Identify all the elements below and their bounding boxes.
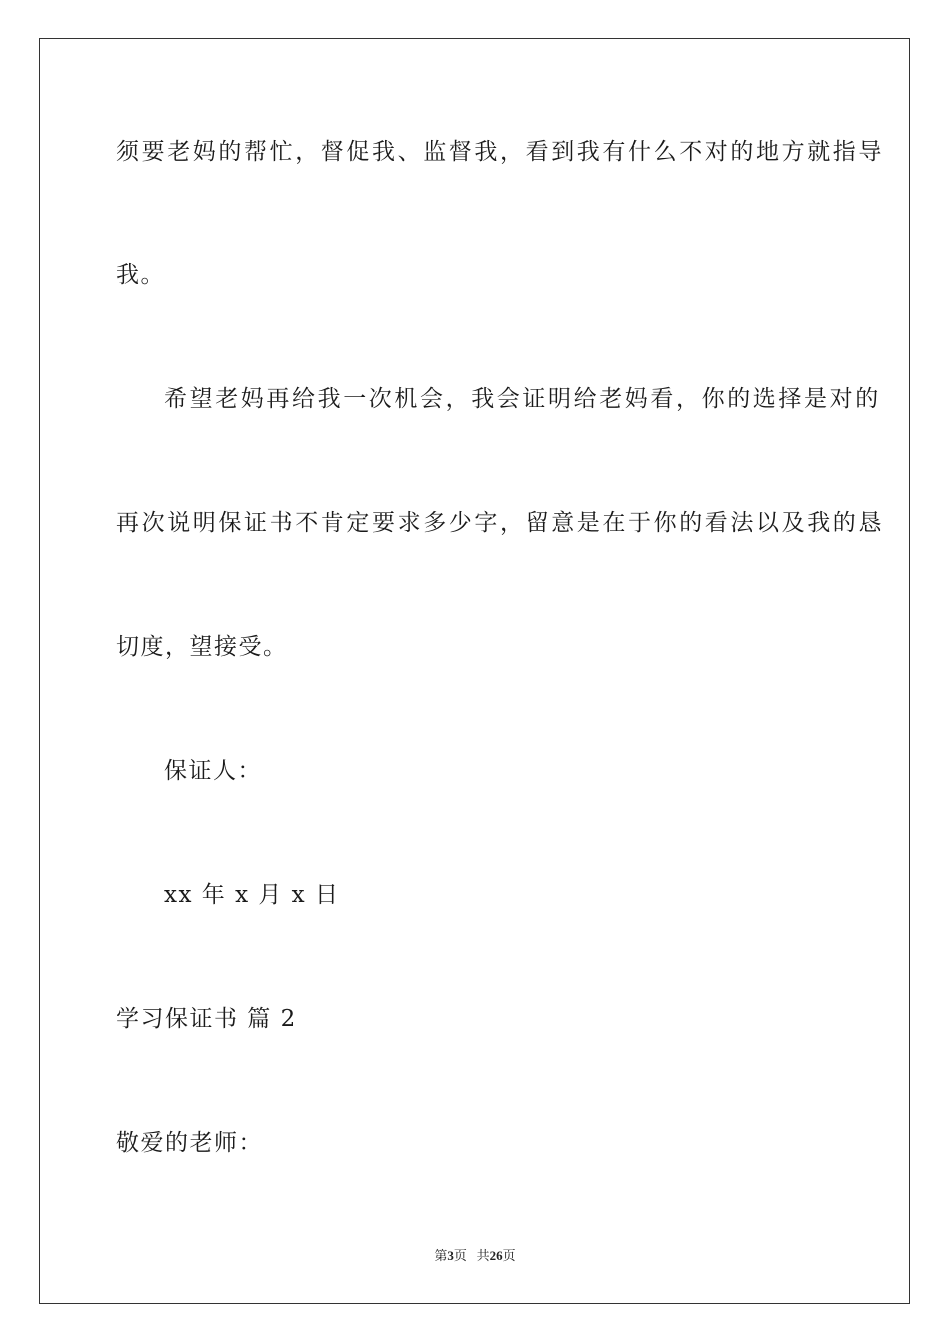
date-line: xx 年 x 月 x 日	[164, 882, 340, 908]
footer-prefix: 第	[434, 1248, 448, 1263]
page-border	[39, 38, 910, 1304]
section-heading: 学习保证书 篇 2	[116, 1006, 297, 1032]
body-line-4: 再次说明保证书不肯定要求多少字，留意是在于你的看法以及我的恳	[116, 510, 884, 536]
footer-total-pages: 26	[489, 1248, 503, 1263]
body-line-1: 须要老妈的帮忙，督促我、监督我，看到我有什么不对的地方就指导	[116, 139, 884, 165]
footer-page-suffix: 页	[453, 1248, 467, 1263]
body-line-2: 我。	[116, 262, 165, 288]
body-line-5: 切度，望接受。	[116, 634, 288, 660]
body-line-3: 希望老妈再给我一次机会，我会证明给老妈看，你的选择是对的	[164, 386, 881, 412]
footer-page-number: 3	[447, 1248, 454, 1263]
footer-total-suffix: 页	[502, 1248, 516, 1263]
page-footer	[0, 1247, 950, 1265]
salutation: 敬爱的老师：	[116, 1130, 263, 1156]
guarantor-label: 保证人：	[164, 758, 262, 784]
footer-total-prefix: 共	[476, 1248, 490, 1263]
